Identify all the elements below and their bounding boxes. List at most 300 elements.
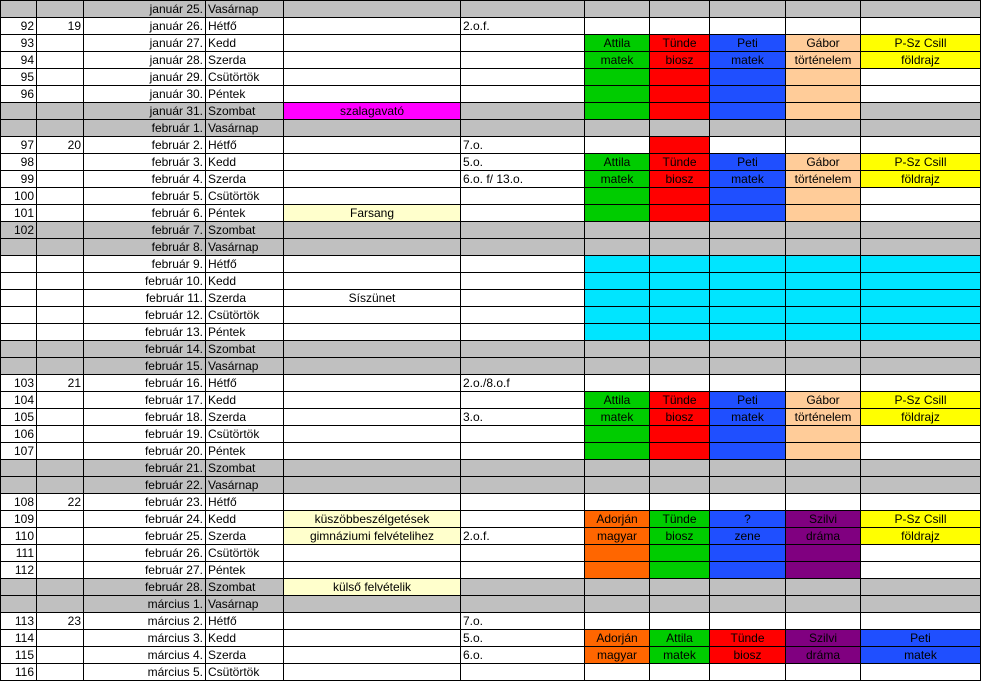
subject-cell[interactable]: matek <box>710 409 786 426</box>
subject-cell[interactable]: matek <box>650 647 710 664</box>
date-cell[interactable]: február 11. <box>84 290 206 307</box>
row-number-cell[interactable]: 112 <box>1 562 37 579</box>
subject-cell[interactable] <box>710 545 786 562</box>
row-number-cell[interactable] <box>1 1 37 18</box>
subject-cell[interactable]: P-Sz Csill <box>861 35 981 52</box>
subject-cell[interactable] <box>786 86 861 103</box>
subject-cell[interactable]: Attila <box>650 630 710 647</box>
class-code-cell[interactable] <box>461 307 585 324</box>
subject-cell[interactable] <box>786 579 861 596</box>
week-number-cell[interactable] <box>37 358 84 375</box>
subject-cell[interactable]: magyar <box>585 528 650 545</box>
weekday-cell[interactable]: Szerda <box>206 290 284 307</box>
weekday-cell[interactable]: Kedd <box>206 511 284 528</box>
date-cell[interactable]: február 19. <box>84 426 206 443</box>
class-code-cell[interactable] <box>461 86 585 103</box>
subject-cell[interactable] <box>786 307 861 324</box>
subject-cell[interactable] <box>650 579 710 596</box>
class-code-cell[interactable] <box>461 477 585 494</box>
subject-cell[interactable] <box>710 596 786 613</box>
week-number-cell[interactable] <box>37 307 84 324</box>
subject-cell[interactable] <box>585 69 650 86</box>
subject-cell[interactable] <box>585 1 650 18</box>
row-number-cell[interactable]: 107 <box>1 443 37 460</box>
subject-cell[interactable]: Peti <box>710 35 786 52</box>
subject-cell[interactable]: matek <box>585 409 650 426</box>
date-cell[interactable]: február 17. <box>84 392 206 409</box>
subject-cell[interactable] <box>861 18 981 35</box>
week-number-cell[interactable] <box>37 477 84 494</box>
date-cell[interactable]: január 29. <box>84 69 206 86</box>
weekday-cell[interactable]: Vasárnap <box>206 239 284 256</box>
row-number-cell[interactable] <box>1 341 37 358</box>
week-number-cell[interactable] <box>37 664 84 681</box>
week-number-cell[interactable] <box>37 290 84 307</box>
subject-cell[interactable] <box>786 664 861 681</box>
week-number-cell[interactable] <box>37 205 84 222</box>
subject-cell[interactable] <box>650 86 710 103</box>
subject-cell[interactable] <box>585 239 650 256</box>
subject-cell[interactable]: Tünde <box>710 630 786 647</box>
subject-cell[interactable]: Peti <box>861 630 981 647</box>
class-code-cell[interactable] <box>461 460 585 477</box>
subject-cell[interactable] <box>786 324 861 341</box>
subject-cell[interactable]: Szilvi <box>786 511 861 528</box>
subject-cell[interactable] <box>650 477 710 494</box>
subject-cell[interactable]: P-Sz Csill <box>861 511 981 528</box>
subject-cell[interactable] <box>710 222 786 239</box>
subject-cell[interactable]: Tünde <box>650 154 710 171</box>
class-code-cell[interactable] <box>461 35 585 52</box>
subject-cell[interactable] <box>585 477 650 494</box>
subject-cell[interactable] <box>710 562 786 579</box>
subject-cell[interactable] <box>786 273 861 290</box>
subject-cell[interactable]: földrajz <box>861 409 981 426</box>
row-number-cell[interactable]: 94 <box>1 52 37 69</box>
class-code-cell[interactable] <box>461 579 585 596</box>
date-cell[interactable]: március 5. <box>84 664 206 681</box>
subject-cell[interactable] <box>786 18 861 35</box>
week-number-cell[interactable] <box>37 222 84 239</box>
subject-cell[interactable] <box>650 460 710 477</box>
subject-cell[interactable] <box>710 239 786 256</box>
subject-cell[interactable]: Gábor <box>786 35 861 52</box>
subject-cell[interactable] <box>710 307 786 324</box>
subject-cell[interactable]: Attila <box>585 35 650 52</box>
subject-cell[interactable] <box>585 562 650 579</box>
event-cell[interactable] <box>284 443 461 460</box>
event-cell[interactable] <box>284 664 461 681</box>
date-cell[interactable]: február 2. <box>84 137 206 154</box>
subject-cell[interactable] <box>585 188 650 205</box>
subject-cell[interactable] <box>861 477 981 494</box>
event-cell[interactable]: Síszünet <box>284 290 461 307</box>
subject-cell[interactable]: Gábor <box>786 392 861 409</box>
subject-cell[interactable]: földrajz <box>861 528 981 545</box>
row-number-cell[interactable]: 95 <box>1 69 37 86</box>
subject-cell[interactable] <box>650 545 710 562</box>
subject-cell[interactable]: biosz <box>650 171 710 188</box>
subject-cell[interactable]: történelem <box>786 171 861 188</box>
subject-cell[interactable]: matek <box>710 52 786 69</box>
subject-cell[interactable] <box>585 256 650 273</box>
subject-cell[interactable]: Tünde <box>650 511 710 528</box>
subject-cell[interactable] <box>786 562 861 579</box>
subject-cell[interactable] <box>650 324 710 341</box>
week-number-cell[interactable] <box>37 443 84 460</box>
subject-cell[interactable] <box>585 596 650 613</box>
subject-cell[interactable] <box>861 69 981 86</box>
subject-cell[interactable] <box>585 426 650 443</box>
date-cell[interactable]: február 6. <box>84 205 206 222</box>
row-number-cell[interactable]: 99 <box>1 171 37 188</box>
subject-cell[interactable] <box>650 562 710 579</box>
week-number-cell[interactable] <box>37 256 84 273</box>
weekday-cell[interactable]: Vasárnap <box>206 477 284 494</box>
class-code-cell[interactable] <box>461 120 585 137</box>
subject-cell[interactable] <box>585 375 650 392</box>
row-number-cell[interactable] <box>1 324 37 341</box>
class-code-cell[interactable] <box>461 426 585 443</box>
subject-cell[interactable] <box>786 341 861 358</box>
subject-cell[interactable] <box>861 137 981 154</box>
class-code-cell[interactable]: 2.o./8.o.f <box>461 375 585 392</box>
subject-cell[interactable] <box>585 290 650 307</box>
subject-cell[interactable]: Peti <box>710 392 786 409</box>
row-number-cell[interactable] <box>1 256 37 273</box>
subject-cell[interactable] <box>710 256 786 273</box>
class-code-cell[interactable] <box>461 205 585 222</box>
subject-cell[interactable]: ? <box>710 511 786 528</box>
subject-cell[interactable] <box>861 613 981 630</box>
subject-cell[interactable] <box>650 1 710 18</box>
row-number-cell[interactable] <box>1 120 37 137</box>
weekday-cell[interactable]: Péntek <box>206 205 284 222</box>
weekday-cell[interactable]: Vasárnap <box>206 596 284 613</box>
date-cell[interactable]: február 26. <box>84 545 206 562</box>
weekday-cell[interactable]: Szerda <box>206 528 284 545</box>
subject-cell[interactable] <box>861 545 981 562</box>
subject-cell[interactable] <box>861 1 981 18</box>
event-cell[interactable] <box>284 596 461 613</box>
row-number-cell[interactable] <box>1 358 37 375</box>
subject-cell[interactable] <box>585 613 650 630</box>
row-number-cell[interactable]: 105 <box>1 409 37 426</box>
event-cell[interactable] <box>284 341 461 358</box>
week-number-cell[interactable] <box>37 273 84 290</box>
subject-cell[interactable] <box>650 256 710 273</box>
event-cell[interactable] <box>284 120 461 137</box>
subject-cell[interactable] <box>710 1 786 18</box>
date-cell[interactable]: január 27. <box>84 35 206 52</box>
subject-cell[interactable] <box>585 86 650 103</box>
class-code-cell[interactable] <box>461 1 585 18</box>
class-code-cell[interactable] <box>461 188 585 205</box>
subject-cell[interactable] <box>585 579 650 596</box>
week-number-cell[interactable] <box>37 630 84 647</box>
event-cell[interactable] <box>284 630 461 647</box>
weekday-cell[interactable]: Csütörtök <box>206 307 284 324</box>
subject-cell[interactable] <box>786 545 861 562</box>
row-number-cell[interactable]: 109 <box>1 511 37 528</box>
subject-cell[interactable] <box>786 103 861 120</box>
subject-cell[interactable] <box>786 1 861 18</box>
date-cell[interactable]: január 26. <box>84 18 206 35</box>
week-number-cell[interactable] <box>37 545 84 562</box>
row-number-cell[interactable]: 114 <box>1 630 37 647</box>
row-number-cell[interactable]: 97 <box>1 137 37 154</box>
date-cell[interactable]: március 1. <box>84 596 206 613</box>
subject-cell[interactable] <box>710 426 786 443</box>
week-number-cell[interactable] <box>37 579 84 596</box>
weekday-cell[interactable]: Hétfő <box>206 256 284 273</box>
class-code-cell[interactable] <box>461 494 585 511</box>
subject-cell[interactable] <box>585 273 650 290</box>
weekday-cell[interactable]: Szombat <box>206 341 284 358</box>
subject-cell[interactable] <box>585 120 650 137</box>
subject-cell[interactable]: Attila <box>585 392 650 409</box>
weekday-cell[interactable]: Péntek <box>206 324 284 341</box>
weekday-cell[interactable]: Vasárnap <box>206 1 284 18</box>
date-cell[interactable]: január 30. <box>84 86 206 103</box>
subject-cell[interactable] <box>585 545 650 562</box>
week-number-cell[interactable]: 21 <box>37 375 84 392</box>
subject-cell[interactable]: zene <box>710 528 786 545</box>
weekday-cell[interactable]: Vasárnap <box>206 120 284 137</box>
date-cell[interactable]: február 14. <box>84 341 206 358</box>
row-number-cell[interactable]: 110 <box>1 528 37 545</box>
subject-cell[interactable]: Peti <box>710 154 786 171</box>
subject-cell[interactable]: dráma <box>786 528 861 545</box>
date-cell[interactable]: március 4. <box>84 647 206 664</box>
class-code-cell[interactable]: 5.o. <box>461 630 585 647</box>
subject-cell[interactable] <box>861 562 981 579</box>
week-number-cell[interactable] <box>37 409 84 426</box>
class-code-cell[interactable]: 3.o. <box>461 409 585 426</box>
subject-cell[interactable]: biosz <box>710 647 786 664</box>
event-cell[interactable] <box>284 256 461 273</box>
subject-cell[interactable] <box>861 86 981 103</box>
subject-cell[interactable]: dráma <box>786 647 861 664</box>
subject-cell[interactable]: Adorján <box>585 630 650 647</box>
subject-cell[interactable]: biosz <box>650 52 710 69</box>
event-cell[interactable] <box>284 647 461 664</box>
subject-cell[interactable] <box>861 239 981 256</box>
weekday-cell[interactable]: Hétfő <box>206 137 284 154</box>
subject-cell[interactable] <box>585 307 650 324</box>
date-cell[interactable]: február 8. <box>84 239 206 256</box>
subject-cell[interactable]: Attila <box>585 154 650 171</box>
date-cell[interactable]: január 28. <box>84 52 206 69</box>
row-number-cell[interactable] <box>1 596 37 613</box>
weekday-cell[interactable]: Szombat <box>206 460 284 477</box>
row-number-cell[interactable]: 115 <box>1 647 37 664</box>
row-number-cell[interactable]: 98 <box>1 154 37 171</box>
event-cell[interactable] <box>284 188 461 205</box>
date-cell[interactable]: február 15. <box>84 358 206 375</box>
event-cell[interactable] <box>284 494 461 511</box>
event-cell[interactable] <box>284 307 461 324</box>
subject-cell[interactable] <box>710 86 786 103</box>
week-number-cell[interactable] <box>37 1 84 18</box>
subject-cell[interactable] <box>650 69 710 86</box>
subject-cell[interactable]: matek <box>861 647 981 664</box>
class-code-cell[interactable] <box>461 239 585 256</box>
date-cell[interactable]: február 7. <box>84 222 206 239</box>
subject-cell[interactable] <box>710 358 786 375</box>
subject-cell[interactable] <box>710 188 786 205</box>
week-number-cell[interactable]: 20 <box>37 137 84 154</box>
subject-cell[interactable] <box>650 341 710 358</box>
weekday-cell[interactable]: Péntek <box>206 562 284 579</box>
subject-cell[interactable]: Szilvi <box>786 630 861 647</box>
subject-cell[interactable] <box>710 494 786 511</box>
week-number-cell[interactable]: 22 <box>37 494 84 511</box>
event-cell[interactable] <box>284 222 461 239</box>
week-number-cell[interactable] <box>37 86 84 103</box>
subject-cell[interactable] <box>585 664 650 681</box>
class-code-cell[interactable] <box>461 52 585 69</box>
subject-cell[interactable] <box>861 256 981 273</box>
subject-cell[interactable] <box>650 443 710 460</box>
class-code-cell[interactable] <box>461 222 585 239</box>
weekday-cell[interactable]: Hétfő <box>206 494 284 511</box>
weekday-cell[interactable]: Csütörtök <box>206 545 284 562</box>
weekday-cell[interactable]: Kedd <box>206 154 284 171</box>
subject-cell[interactable]: P-Sz Csill <box>861 154 981 171</box>
date-cell[interactable]: február 27. <box>84 562 206 579</box>
class-code-cell[interactable] <box>461 103 585 120</box>
weekday-cell[interactable]: Vasárnap <box>206 358 284 375</box>
week-number-cell[interactable] <box>37 52 84 69</box>
event-cell[interactable]: szalagavató <box>284 103 461 120</box>
subject-cell[interactable]: földrajz <box>861 52 981 69</box>
subject-cell[interactable] <box>710 137 786 154</box>
subject-cell[interactable] <box>650 188 710 205</box>
subject-cell[interactable] <box>786 188 861 205</box>
subject-cell[interactable] <box>585 358 650 375</box>
subject-cell[interactable] <box>786 375 861 392</box>
row-number-cell[interactable]: 92 <box>1 18 37 35</box>
class-code-cell[interactable] <box>461 511 585 528</box>
week-number-cell[interactable] <box>37 188 84 205</box>
weekday-cell[interactable]: Péntek <box>206 86 284 103</box>
subject-cell[interactable] <box>861 664 981 681</box>
subject-cell[interactable] <box>650 205 710 222</box>
class-code-cell[interactable]: 2.o.f. <box>461 18 585 35</box>
event-cell[interactable] <box>284 358 461 375</box>
subject-cell[interactable] <box>650 307 710 324</box>
subject-cell[interactable] <box>861 460 981 477</box>
class-code-cell[interactable] <box>461 443 585 460</box>
date-cell[interactable]: február 18. <box>84 409 206 426</box>
subject-cell[interactable] <box>710 290 786 307</box>
class-code-cell[interactable] <box>461 664 585 681</box>
event-cell[interactable] <box>284 545 461 562</box>
class-code-cell[interactable]: 6.o. f/ 13.o. <box>461 171 585 188</box>
week-number-cell[interactable] <box>37 426 84 443</box>
class-code-cell[interactable]: 7.o. <box>461 137 585 154</box>
subject-cell[interactable] <box>710 324 786 341</box>
subject-cell[interactable] <box>710 103 786 120</box>
subject-cell[interactable] <box>786 494 861 511</box>
subject-cell[interactable] <box>786 596 861 613</box>
subject-cell[interactable] <box>585 103 650 120</box>
event-cell[interactable] <box>284 392 461 409</box>
subject-cell[interactable] <box>710 579 786 596</box>
subject-cell[interactable] <box>786 256 861 273</box>
subject-cell[interactable] <box>861 290 981 307</box>
subject-cell[interactable] <box>786 460 861 477</box>
subject-cell[interactable] <box>710 664 786 681</box>
weekday-cell[interactable]: Szombat <box>206 222 284 239</box>
date-cell[interactable]: február 21. <box>84 460 206 477</box>
subject-cell[interactable] <box>710 69 786 86</box>
date-cell[interactable]: február 13. <box>84 324 206 341</box>
subject-cell[interactable] <box>650 120 710 137</box>
week-number-cell[interactable] <box>37 392 84 409</box>
subject-cell[interactable] <box>861 341 981 358</box>
subject-cell[interactable]: földrajz <box>861 171 981 188</box>
event-cell[interactable] <box>284 460 461 477</box>
class-code-cell[interactable] <box>461 562 585 579</box>
subject-cell[interactable] <box>585 205 650 222</box>
event-cell[interactable] <box>284 613 461 630</box>
subject-cell[interactable] <box>650 137 710 154</box>
weekday-cell[interactable]: Szombat <box>206 579 284 596</box>
subject-cell[interactable] <box>861 494 981 511</box>
class-code-cell[interactable] <box>461 358 585 375</box>
week-number-cell[interactable] <box>37 596 84 613</box>
date-cell[interactable]: február 28. <box>84 579 206 596</box>
subject-cell[interactable] <box>861 596 981 613</box>
date-cell[interactable]: február 24. <box>84 511 206 528</box>
subject-cell[interactable]: matek <box>585 52 650 69</box>
subject-cell[interactable] <box>861 205 981 222</box>
class-code-cell[interactable] <box>461 256 585 273</box>
subject-cell[interactable] <box>585 18 650 35</box>
event-cell[interactable]: külső felvételik <box>284 579 461 596</box>
subject-cell[interactable] <box>710 273 786 290</box>
weekday-cell[interactable]: Péntek <box>206 443 284 460</box>
class-code-cell[interactable] <box>461 596 585 613</box>
weekday-cell[interactable]: Kedd <box>206 630 284 647</box>
subject-cell[interactable] <box>861 307 981 324</box>
weekday-cell[interactable]: Szerda <box>206 171 284 188</box>
event-cell[interactable] <box>284 137 461 154</box>
subject-cell[interactable] <box>786 426 861 443</box>
week-number-cell[interactable] <box>37 324 84 341</box>
date-cell[interactable]: március 3. <box>84 630 206 647</box>
date-cell[interactable]: február 20. <box>84 443 206 460</box>
event-cell[interactable] <box>284 273 461 290</box>
weekday-cell[interactable]: Kedd <box>206 35 284 52</box>
event-cell[interactable] <box>284 18 461 35</box>
event-cell[interactable] <box>284 239 461 256</box>
subject-cell[interactable] <box>786 290 861 307</box>
date-cell[interactable]: március 2. <box>84 613 206 630</box>
event-cell[interactable] <box>284 154 461 171</box>
subject-cell[interactable]: biosz <box>650 409 710 426</box>
weekday-cell[interactable]: Csütörtök <box>206 69 284 86</box>
event-cell[interactable] <box>284 375 461 392</box>
subject-cell[interactable] <box>650 613 710 630</box>
date-cell[interactable]: február 16. <box>84 375 206 392</box>
subject-cell[interactable] <box>786 613 861 630</box>
row-number-cell[interactable]: 93 <box>1 35 37 52</box>
subject-cell[interactable] <box>710 460 786 477</box>
subject-cell[interactable]: P-Sz Csill <box>861 392 981 409</box>
